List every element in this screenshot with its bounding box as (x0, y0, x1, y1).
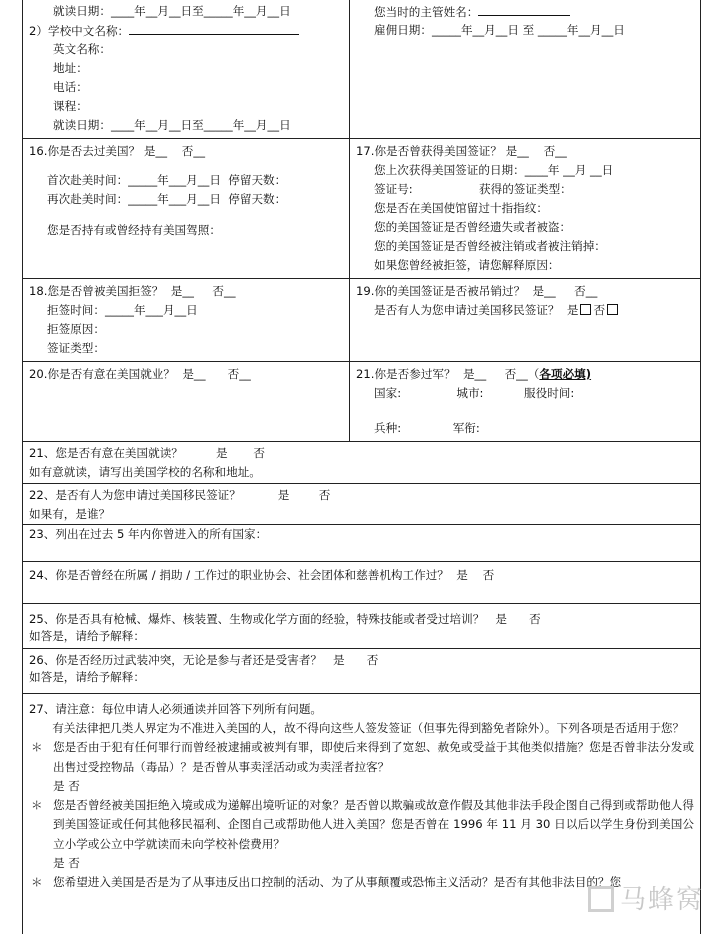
q19-cell (350, 279, 700, 361)
q20-q21-section (22, 362, 701, 442)
school-name-blank[interactable] (129, 21, 299, 35)
q18-title: 18.您是否曾被美国拒签？ 是__ 否__ (29, 282, 343, 301)
q21-military-title: 21.你是否参过军？ 是__ 否__（各项必填) (356, 365, 694, 384)
q17-refusal-explain: 如果您曾经被拒签，请您解释原因： (356, 256, 694, 275)
watermark-logo-icon (588, 886, 614, 912)
q25-question: 25、你是否具有枪械、爆炸、核装置、生物或化学方面的经验，特殊技能或者受过培训？ 是 否 (29, 611, 694, 628)
yes-checkbox[interactable] (580, 304, 591, 315)
bullet-star-icon: ＊ (29, 738, 53, 796)
q21-study-instruction: 如有意就读，请写出美国学校的名称和地址。 (29, 463, 694, 482)
study-date-line-2: 就读日期：____年__月__日至_____年__月__日 (29, 116, 343, 135)
school-employment-section (22, 0, 701, 139)
supervisor-name-blank[interactable] (478, 2, 570, 16)
q26-explain: 如答是，请给予解释： (29, 669, 694, 686)
q19-immigrant-petition: 是否有人为您申请过美国移民签证？ 是 否 (356, 301, 694, 320)
q22-section (22, 484, 701, 525)
q27-intro: 27、请注意：每位申请人必须通读并回答下列所有问题。 (29, 700, 694, 719)
q27-item-1-answer: 是 否 (53, 779, 80, 793)
q21-study-section (22, 442, 701, 484)
q16-cell (23, 139, 350, 278)
q24-section (22, 562, 701, 604)
q18-refusal-date: 拒签时间：_____年___月__日 (29, 301, 343, 320)
q24-question: 24、你是否曾经在所属 / 捐助 / 工作过的职业协会、社会团体和慈善机构工作过？ 是 否 (29, 566, 694, 585)
q19-title: 19.你的美国签证是否被吊销过？ 是__ 否__ (356, 282, 694, 301)
q21-military-cell (350, 362, 700, 441)
supervisor-name-line: 您当时的主管姓名： (356, 2, 694, 21)
q17-cancelled: 您的美国签证是否曾经被注销或者被注销掉： (356, 237, 694, 256)
q26-section (22, 649, 701, 694)
employment-date-line: 雇佣日期：_____年__月__日 至 _____年__月__日 (356, 21, 694, 40)
watermark: 马蜂窝 (588, 879, 704, 916)
school-info-cell (23, 0, 350, 138)
q17-last-visa-date: 您上次获得美国签证的日期：____年 __月 __日 (356, 161, 694, 180)
q26-question: 26、你是否经历过武装冲突，无论是参与者还是受害者？ 是 否 (29, 652, 694, 669)
q27-item-1: ＊ 您是否由于犯有任何罪行而曾经被逮捕或被判有罪，即使后来得到了宽恕、赦免或受益于其他类似措施？您是否曾非法分发或出售过受控物品（毒品）？是否曾从事卖淫活动或为卖淫者拉客？ 是 否 (29, 738, 694, 796)
q22-question: 22、是否有人为您申请过美国移民签证？ 是 否 (29, 486, 694, 505)
visa-application-form (22, 0, 701, 934)
english-name-line: 英文名称： (29, 40, 343, 59)
no-checkbox[interactable] (607, 304, 618, 315)
q18-refusal-reason: 拒签原因： (29, 320, 343, 339)
q16-second-visit: 再次赴美时间：_____年___月__日 停留天数： (29, 190, 343, 209)
q25-section (22, 604, 701, 649)
q17-visa-number: 签证号: 获得的签证类型： (356, 180, 694, 199)
employment-info-cell (350, 0, 700, 138)
q25-explain: 如答是，请给予解释： (29, 628, 694, 645)
q20-title: 20.你是否有意在美国就业？ 是__ 否__ (29, 365, 343, 384)
q18-visa-type: 签证类型： (29, 339, 343, 358)
q17-lost: 您的美国签证是否曾经遗失或者被盗： (356, 218, 694, 237)
q21-military-country-line: 国家: 城市: 服役时间: (356, 384, 694, 403)
q16-first-visit: 首次赴美时间：_____年___月__日 停留天数： (29, 171, 343, 190)
q23-question: 23、列出在过去 5 年内你曾进入的所有国家： (29, 525, 694, 544)
q17-cell (350, 139, 700, 278)
bullet-star-icon: ＊ (29, 873, 53, 892)
q16-q17-section (22, 139, 701, 279)
study-date-line: 就读日期：____年__月__日至_____年__月__日 (29, 2, 343, 21)
q16-driver-license: 您是否持有或曾经持有美国驾照： (29, 221, 343, 240)
q23-section (22, 525, 701, 562)
bullet-star-icon: ＊ (29, 796, 53, 873)
required-note: 各项必填) (539, 367, 591, 381)
q16-title: 16.你是否去过美国？ 是__ 否__ (29, 142, 343, 161)
q18-q19-section (22, 279, 701, 362)
q17-title: 17.你是否曾获得美国签证？ 是__ 否__ (356, 142, 694, 161)
school-chinese-name-line: 2）学校中文名称： (29, 21, 343, 40)
q27-item-2-answer: 是 否 (53, 856, 80, 870)
address-line: 地址： (29, 59, 343, 78)
q20-cell (23, 362, 350, 441)
q27-paragraph: 有关法律把几类人界定为不准进入美国的人，故不得向这些人签发签证（但事先得到豁免者除外）。下列各项是否适用于您？ (29, 719, 694, 738)
q21-military-branch-line: 兵种: 军衔: (356, 419, 694, 438)
q27-item-3: ＊ 您希望进入美国是否是为了从事违反出口控制的活动、为了从事颠覆或恐怖主义活动？是否有其他非法目的？您 (29, 873, 694, 892)
q22-followup: 如果有，是谁？ (29, 505, 694, 524)
course-line: 课程： (29, 97, 343, 116)
q21-study-question: 21、您是否有意在美国就读？ 是 否 (29, 444, 694, 463)
q17-fingerprint: 您是否在美国使馆留过十指指纹： (356, 199, 694, 218)
phone-line: 电话： (29, 78, 343, 97)
q18-cell (23, 279, 350, 361)
q27-item-2: ＊ 您是否曾经被美国拒绝入境或成为递解出境听证的对象？是否曾以欺骗或故意作假及其他非法手段企图自己得到或帮助他人得到美国签证或任何其他移民福利、企图自己或帮助他人进入美国？您是否曾在 1996 年 11 月 30 日以后以学生身份到美国公立小学或公立中学就读而未向学校补偿费用？ 是 否 (29, 796, 694, 873)
